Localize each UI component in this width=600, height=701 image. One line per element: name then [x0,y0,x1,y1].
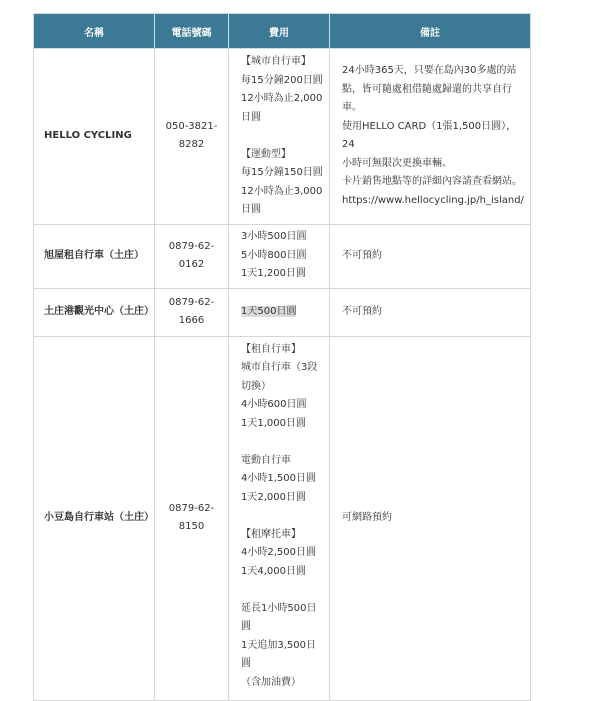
phone-text: 0879-62- 1666 [168,296,215,326]
header-note: 備註 [330,14,531,49]
fee [229,288,330,336]
selected-fee-text: 1天500日圓 [241,305,297,317]
note: 24小時365天，只要在島內30多處的站 點，皆可隨處租借隨處歸還的共享自行車。 使用HELLO CARD（1張1,500日圓），24 小時可無限次更換車輛。 卡片銷售地點等的詳細內容請查看網站。 https://www.hellocycling.jp/h_island/ [330,49,531,225]
phone-number [155,288,229,336]
table-row [34,49,531,225]
table-row [34,224,531,288]
phone-text: 0879-62- 0162 [168,240,215,270]
fee: 【租自行車】 城市自行車（3段 切換） 4小時600日圓 1天1,000日圓 電動自行車 4小時1,500日圓 1天2,000日圓 【租摩托車】 4小時2,500日圓 1天4,000日圓 延長1小時500日圓 1天追加3,500日圓 （含加油費） [229,336,330,701]
phone-text: 0879-62- 8150 [168,502,215,533]
shop-name: 土庄港觀光中心（土庄） [34,288,155,336]
fee: 3小時500日圓 5小時800日圓 1天1,200日圓 [229,224,330,288]
phone-number [155,49,229,225]
header-fee: 費用 [229,14,330,49]
note: 可網路預約 [330,336,531,701]
header-name: 名稱 [34,14,155,49]
fee: 【城市自行車】 每15分鐘200日圓 12小時為止2,000 日圓 【運動型】 每15分鐘150日圓 12小時為止3,000 日圓 [229,49,330,225]
shop-name: 旭屋租自行車（土庄） [34,224,155,288]
table-row [34,336,531,701]
table-row [34,288,531,336]
phone-number [155,336,229,701]
phone-text: 050-3821- 8282 [165,120,218,151]
phone-number [155,224,229,288]
shop-name: 小豆島自行車站（土庄） [34,336,155,701]
table-header-row [34,14,531,49]
header-phone: 電話號碼 [155,14,229,49]
note: 不可預約 [330,224,531,288]
shop-name: HELLO CYCLING [34,49,155,225]
rental-table [33,13,531,701]
note: 不可預約 [330,288,531,336]
